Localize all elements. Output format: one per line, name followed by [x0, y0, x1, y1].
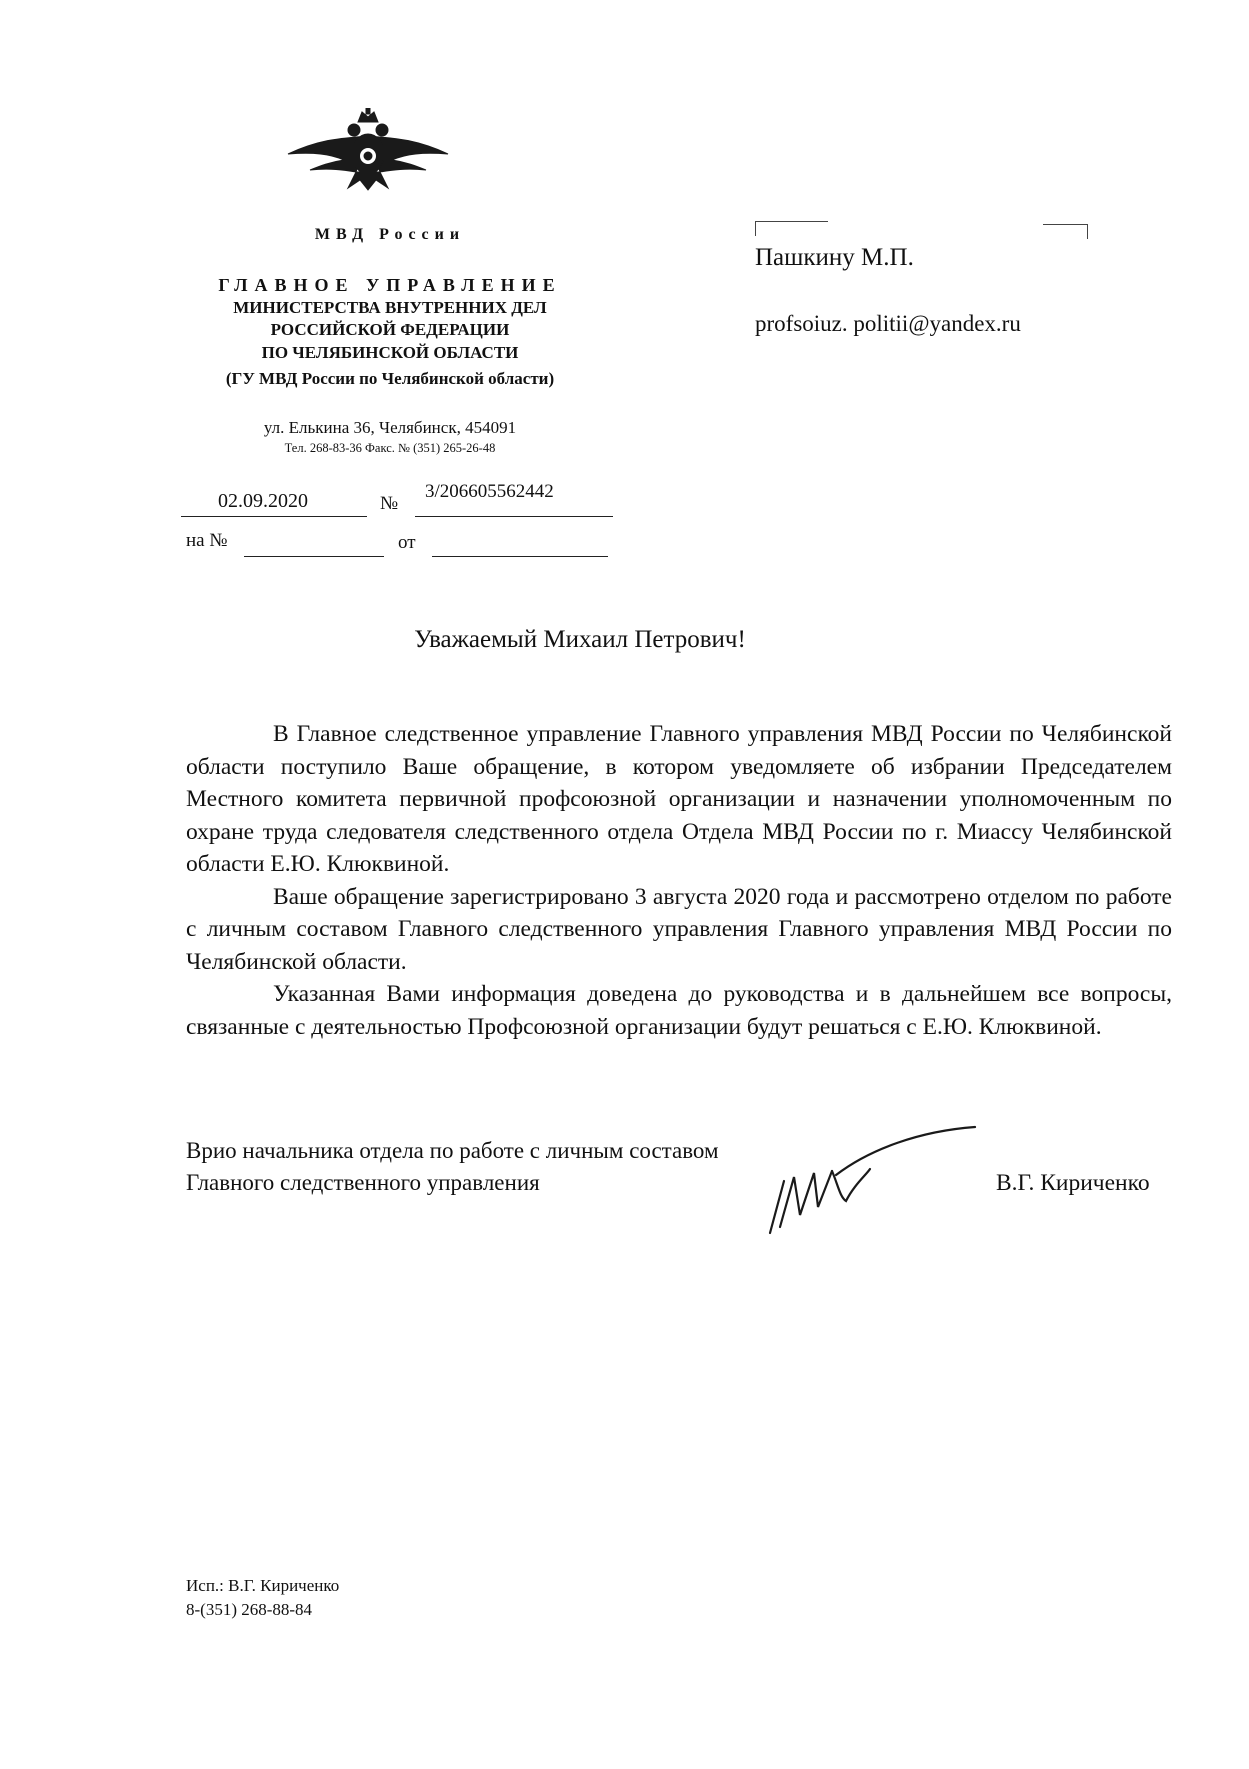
- body-paragraph-3: Указанная Вами информация доведена до руководства и в дальнейшем все вопросы, связанные с деятельностью Профсоюзной организации будут решаться с Е.Ю. Клюквиной.: [186, 981, 1172, 1040]
- executor-info: [186, 1574, 339, 1622]
- greeting: Уважаемый Михаил Петрович!: [414, 626, 746, 653]
- org-abbreviation: (ГУ МВД России по Челябинской области): [225, 369, 555, 388]
- reply-from-label: от: [398, 532, 416, 553]
- registration-number: 3/206605562442: [425, 481, 554, 502]
- reply-date-underline: [432, 556, 608, 557]
- org-name-line2: МИНИСТЕРСТВА ВНУТРЕННИХ ДЕЛ: [233, 298, 547, 317]
- org-name-line3: РОССИЙСКОЙ ФЕДЕРАЦИИ: [270, 320, 510, 339]
- signatory-position-line1: Врио начальника отдела по работе с личным составом: [186, 1138, 719, 1163]
- org-phone-fax: Тел. 268-83-36 Факс. № (351) 265-26-48: [284, 441, 496, 455]
- agency-short-name: МВД России: [314, 226, 466, 243]
- address-corner-left: [755, 221, 828, 236]
- date-underline: [181, 516, 367, 517]
- org-address: ул. Елькина 36, Челябинск, 454091: [263, 418, 517, 437]
- signatory-position-line2: Главного следственного управления: [186, 1170, 540, 1195]
- recipient-email: profsoiuz. politii@yandex.ru: [755, 311, 1021, 336]
- org-title: ГЛАВНОЕ УПРАВЛЕНИЕ: [218, 275, 562, 295]
- body-paragraph-1: В Главное следственное управление Главного управления МВД России по Челябинской области поступило Ваше обращение, в котором уведомляете об избрании Председателем Местного комитета первичной профсоюзной организации и назначении уполномоченным по охране труда следователя следственного отдела Отдела МВД России по г. Миассу Челябинской области Е.Ю. Клюквиной.: [186, 721, 1172, 877]
- mvd-emblem-icon: [286, 108, 450, 192]
- address-corner-right: [1043, 224, 1088, 239]
- reply-number-underline: [244, 556, 384, 557]
- body-paragraph-2: Ваше обращение зарегистрировано 3 августа 2020 года и рассмотрено отделом по работе с личным составом Главного следственного управления Главного управления МВД России по Челябинской области.: [186, 883, 1172, 975]
- reply-to-number-label: на №: [186, 530, 228, 551]
- signatory-position: [186, 1135, 719, 1199]
- org-name-line4: ПО ЧЕЛЯБИНСКОЙ ОБЛАСТИ: [261, 343, 519, 362]
- letter-body: [186, 718, 1172, 1043]
- signer-name: В.Г. Кириченко: [996, 1170, 1150, 1196]
- executor-phone: 8-(351) 268-88-84: [186, 1600, 313, 1619]
- executor-name: Исп.: В.Г. Кириченко: [186, 1576, 340, 1595]
- number-underline: [415, 516, 613, 517]
- handwritten-signature-icon: [750, 1115, 980, 1235]
- number-sign: №: [380, 493, 399, 514]
- registration-date: 02.09.2020: [218, 490, 308, 512]
- recipient-name: Пашкину М.П.: [755, 244, 914, 271]
